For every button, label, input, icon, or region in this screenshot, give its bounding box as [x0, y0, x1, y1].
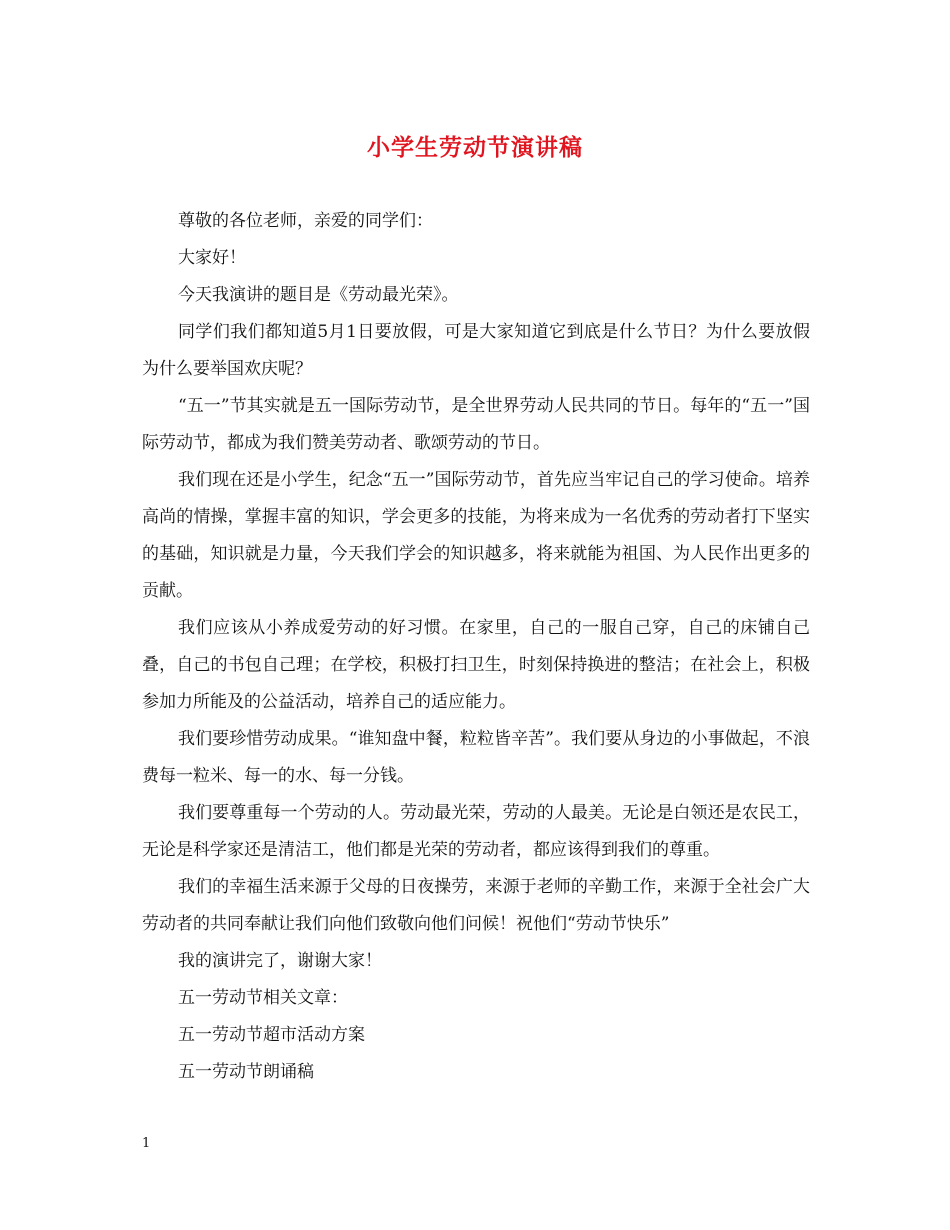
paragraph-gratitude: 我们的幸福生活来源于父母的日夜操劳，来源于老师的辛勤工作，来源于全社会广大劳动者的共同奉献让我们向他们致敬向他们问候！祝他们“劳动节快乐”	[142, 877, 810, 934]
paragraph-habits: 我们应该从小养成爱劳动的好习惯。在家里，自己的一服自己穿，自己的床铺自己叠，自己的书包自己理；在学校，积极打扫卫生，时刻保持换进的整洁；在社会上，积极参加力所能及的公益活动，培养自己的适应能力。	[142, 618, 810, 712]
paragraph-may-day: “五一”节其实就是五一国际劳动节，是全世界劳动人民共同的节日。每年的“五一”国际劳动节，都成为我们赞美劳动者、歌颂劳动的节日。	[142, 396, 810, 453]
document-title: 小学生劳动节演讲稿	[367, 134, 583, 161]
paragraph-greeting: 尊敬的各位老师，亲爱的同学们：	[178, 211, 433, 231]
paragraph-cherish: 我们要珍惜劳动成果。“谁知盘中餐，粒粒皆辛苦”。我们要从身边的小事做起，不浪费每一粒米、每一的水、每一分钱。	[142, 729, 810, 786]
paragraph-hello: 大家好！	[178, 248, 246, 268]
paragraph-respect: 我们要尊重每一个劳动的人。劳动最光荣，劳动的人最美。无论是白领还是农民工，无论是科学家还是清洁工，他们都是光荣的劳动者，都应该得到我们的尊重。	[142, 803, 810, 860]
paragraph-closing: 我的演讲完了，谢谢大家！	[178, 951, 382, 971]
paragraph-related-link-1: 五一劳动节超市活动方案	[178, 1025, 365, 1045]
paragraph-question: 同学们我们都知道5月1日要放假，可是大家知道它到底是什么节日？为什么要放假为什么要举国欢庆呢？	[142, 322, 810, 379]
paragraph-topic: 今天我演讲的题目是《劳动最光荣》。	[178, 285, 459, 305]
paragraph-study: 我们现在还是小学生，纪念“五一”国际劳动节，首先应当牢记自己的学习使命。培养高尚的情操，掌握丰富的知识，学会更多的技能，为将来成为一名优秀的劳动者打下坚实的基础，知识就是力量，今天我们学会的知识越多，将来就能为祖国、为人民作出更多的贡献。	[142, 470, 810, 601]
paragraph-related-heading: 五一劳动节相关文章：	[178, 988, 348, 1008]
paragraph-related-link-2: 五一劳动节朗诵稿	[178, 1062, 314, 1082]
document-body	[142, 203, 810, 1091]
page-number: 1	[142, 1136, 151, 1151]
